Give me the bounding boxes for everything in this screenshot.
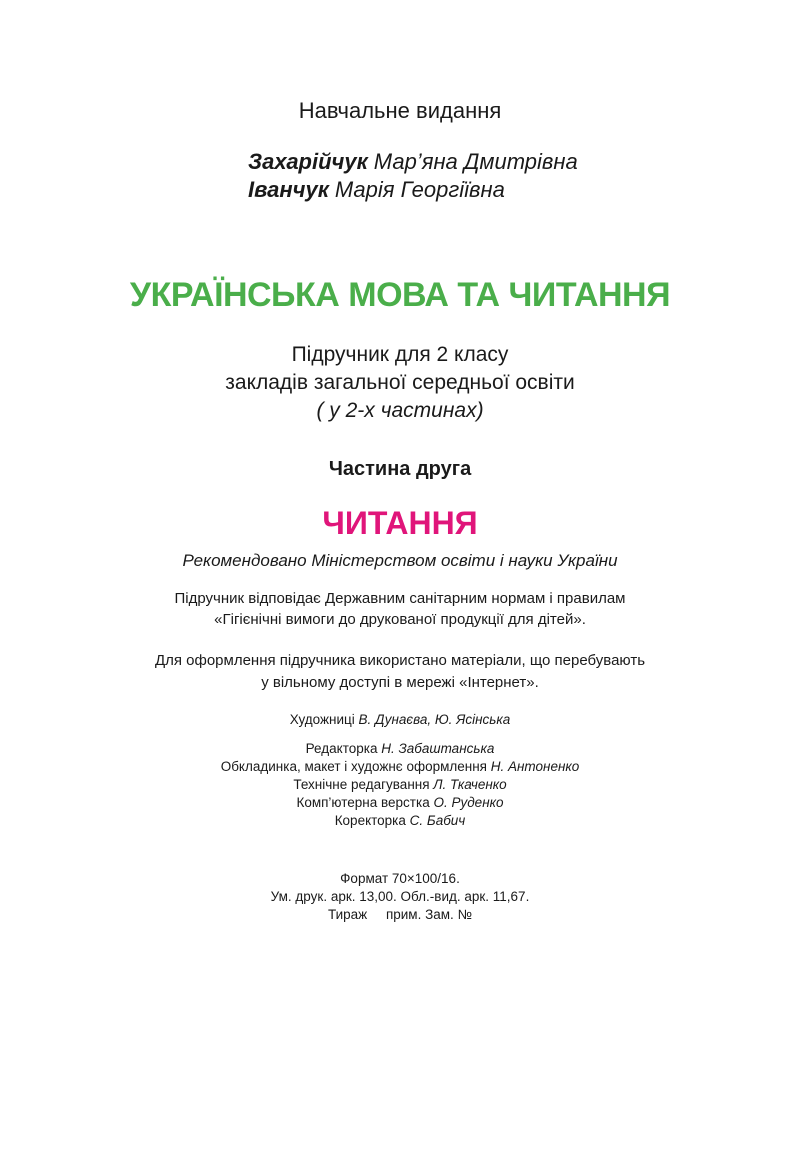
author-surname: Іванчук xyxy=(248,177,329,202)
credit-role: Редакторка xyxy=(305,741,378,756)
internet-note-line-2: у вільному доступі в мережі «Інтернет». xyxy=(261,674,539,691)
artists-names: В. Дунаєва, Ю. Ясінська xyxy=(358,712,511,727)
format-line-2: Ум. друк. арк. 13,00. Обл.-вид. арк. 11,67. xyxy=(270,889,530,904)
credit-role: Коректорка xyxy=(334,813,410,828)
credit-role: Комп’ютерна верстка xyxy=(296,795,430,810)
credit-name: Л. Ткаченко xyxy=(433,777,507,792)
sanitary-note-line-1: Підручник відповідає Державним санітарним нормам і правилам xyxy=(174,590,626,607)
author-2 xyxy=(248,176,578,204)
internet-note-line-1: Для оформлення підручника використано матеріали, що перебувають xyxy=(154,652,646,669)
author-given-names: Марія Георгіївна xyxy=(334,177,505,202)
credit-name: О. Руденко xyxy=(433,795,504,810)
sanitary-note-line-2: «Гігієнічні вимоги до друкованої продукції для дітей». xyxy=(214,611,586,628)
credit-line xyxy=(0,741,800,756)
credit-role: Обкладинка, макет і художнє оформлення xyxy=(220,759,487,774)
credit-name: Н. Забаштанська xyxy=(381,741,495,756)
credit-role: Технічне редагування xyxy=(293,777,434,792)
subtitle-line-3: ( у 2-х частинах) xyxy=(316,399,484,422)
subtitle-line-2: закладів загальної середньої освіти xyxy=(225,371,575,394)
credit-name: С. Бабич xyxy=(409,813,466,828)
author-given-names: Мар’яна Дмитрівна xyxy=(373,149,578,174)
credit-line xyxy=(0,759,800,774)
artists-label: Художниці xyxy=(289,712,355,727)
credit-line xyxy=(0,813,800,828)
artists-credit xyxy=(0,712,800,727)
edition-type: Навчальне видання xyxy=(298,98,502,123)
book-title: УКРАЇНСЬКА МОВА ТА ЧИТАННЯ xyxy=(129,276,671,314)
subtitle-line-1: Підручник для 2 класу xyxy=(291,343,509,366)
format-line-1: Формат 70×100/16. xyxy=(340,871,460,886)
credit-line xyxy=(0,777,800,792)
format-line-3: Тираж прим. Зам. № xyxy=(327,907,473,922)
credit-line xyxy=(0,795,800,810)
authors-block xyxy=(248,148,578,204)
author-1 xyxy=(248,148,578,176)
credit-name: Н. Антоненко xyxy=(490,759,580,774)
recommendation-note: Рекомендовано Міністерством освіти і науки України xyxy=(182,551,618,570)
part-title: ЧИТАННЯ xyxy=(322,505,478,541)
part-label: Частина друга xyxy=(328,458,472,480)
author-surname: Захарійчук xyxy=(248,149,368,174)
